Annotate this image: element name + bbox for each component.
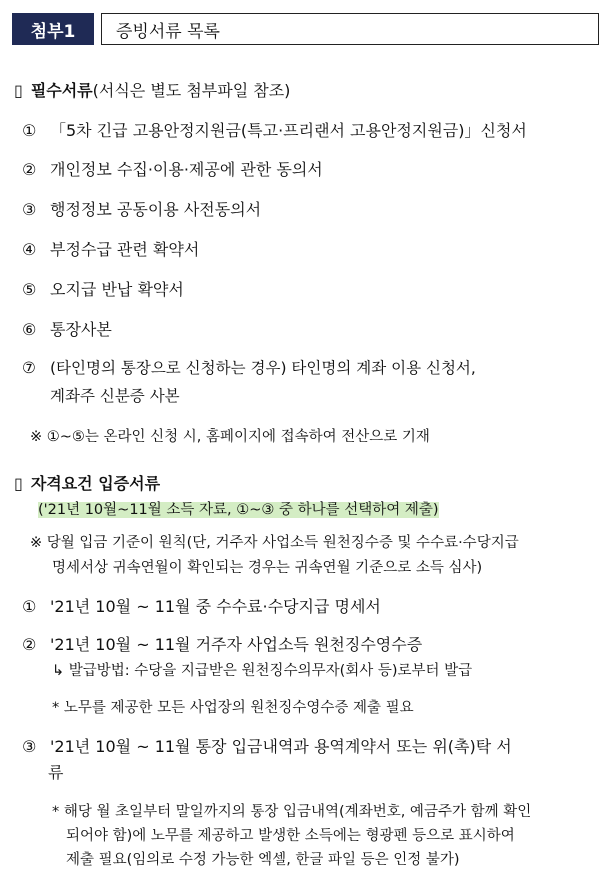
list-item-continuation: 류 (48, 763, 64, 782)
item-number: ③ (22, 200, 37, 219)
issuance-method: ↳ 발급방법: 수당을 지급받은 원천징수의무자(회사 등)로부터 발급 (52, 663, 473, 679)
item-text: 「5차 긴급 고용안정지원금(특고·프리랜서 고용안정지원금)」신청서 (50, 121, 527, 140)
section-title-suffix: (서식은 별도 첨부파일 참조) (92, 81, 291, 100)
list-item (22, 237, 199, 260)
item-number: ③ (22, 737, 37, 756)
item-number: ④ (22, 240, 37, 259)
section-note-line1: ※ 당월 입금 기준이 원칙(단, 거주자 사업소득 원천징수증 및 수수료·수당지급 (30, 535, 519, 551)
item-number: ② (22, 160, 37, 179)
item-text: '21년 10월 ~ 11월 거주자 사업소득 원천징수영수증 (50, 635, 423, 654)
section-bullet-icon: ▯ (14, 474, 23, 493)
section-title: 자격요건 입증서류 (30, 474, 161, 493)
footnote: * 노무를 제공한 모든 사업장의 원천징수영수증 제출 필요 (52, 700, 414, 716)
list-item (22, 356, 476, 378)
attachment-tag: 첨부1 (12, 13, 94, 45)
highlighted-subtitle: ('21년 10월~11월 소득 자료, ①~③ 중 하나를 선택하여 제출) (38, 502, 439, 518)
section-bullet-icon: ▯ (14, 81, 23, 100)
section-subtitle (38, 498, 439, 519)
item-text: '21년 10월 ~ 11월 중 수수료·수당지급 명세서 (50, 597, 381, 616)
list-item (22, 594, 381, 617)
item-number: ⑥ (22, 320, 37, 339)
section-note: ※ ①~⑤는 온라인 신청 시, 홈페이지에 접속하여 전산으로 기재 (30, 429, 430, 445)
item-number: ① (22, 597, 37, 616)
item-text: 행정정보 공동이용 사전동의서 (50, 200, 262, 219)
document-title-text: 증빙서류 목록 (116, 21, 220, 42)
list-item (22, 734, 512, 757)
section-note-line2: 명세서상 귀속연월이 확인되는 경우는 귀속연월 기준으로 소득 심사) (52, 560, 483, 576)
item-text: '21년 10월 ~ 11월 통장 입금내역과 용역계약서 또는 위(촉)탁 서 (50, 737, 512, 756)
item-number: ⑤ (22, 280, 37, 299)
item-number: ⑦ (22, 359, 36, 377)
item-number: ② (22, 635, 37, 654)
list-item (22, 632, 422, 655)
item-text: (타인명의 통장으로 신청하는 경우) 타인명의 계좌 이용 신청서, (50, 359, 476, 377)
section-title: 필수서류 (30, 81, 93, 100)
footnote-line2: 되어야 함)에 노무를 제공하고 발생한 소득에는 형광펜 등으로 표시하여 (66, 828, 515, 844)
list-item (22, 317, 112, 340)
section-eligibility-docs-heading (14, 471, 160, 494)
document-title (101, 13, 599, 45)
list-item (22, 157, 323, 180)
item-text: 오지급 반납 확약서 (50, 280, 184, 299)
item-text: 통장사본 (50, 320, 112, 339)
list-item (22, 197, 261, 220)
list-item-continuation: 계좌주 신분증 사본 (50, 387, 180, 405)
item-number: ① (22, 121, 37, 140)
section-required-docs-heading (14, 78, 290, 101)
list-item (22, 118, 527, 141)
footnote-line1: * 해당 월 초일부터 말일까지의 통장 입금내역(계좌번호, 예금주가 함께 확인 (52, 804, 532, 820)
footnote-line3: 제출 필요(임의로 수정 가능한 엑셀, 한글 파일 등은 인정 불가) (66, 852, 460, 868)
item-text: 부정수급 관련 확약서 (50, 240, 200, 259)
item-text: 개인정보 수집·이용·제공에 관한 동의서 (50, 160, 323, 179)
list-item (22, 277, 184, 300)
